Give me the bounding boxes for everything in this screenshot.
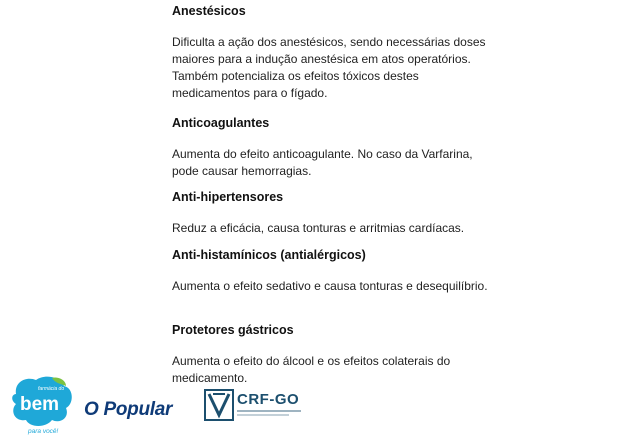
bem-logo-tagline: para você! <box>28 428 59 435</box>
section-text-protetores-gastricos: Aumenta o efeito do álcool e os efeitos colaterais do medicamento. <box>172 354 451 385</box>
crf-emblem-icon <box>204 389 234 421</box>
section-title-anti-hipertensores: Anti-hipertensores <box>172 190 284 204</box>
crf-go-logo <box>204 389 304 425</box>
section-title-anti-histaminicos: Anti-histamínicos (antialérgicos) <box>172 248 366 262</box>
section-text-anti-histaminicos: Aumenta o efeito sedativo e causa tonturas e desequilíbrio. <box>172 279 488 293</box>
section-text-anti-hipertensores: Reduz a eficácia, causa tonturas e arritmias cardíacas. <box>172 221 465 235</box>
section-text-anticoagulantes: Aumenta do efeito anticoagulante. No caso da Varfarina, pode causar hemorragias. <box>172 147 473 178</box>
crf-subtitle-line <box>237 410 301 412</box>
crf-subtitle-line <box>237 414 289 416</box>
farmacia-do-bem-logo <box>8 374 74 436</box>
o-popular-logo: O Popular <box>84 399 173 420</box>
bem-logo-main-text: bem <box>20 394 60 415</box>
section-text-anestesicos: Dificulta a ação dos anestésicos, sendo necessárias doses maiores para a indução anestésica em atos operatórios. Também potencializa os efeitos tóxicos destes medicamentos para o fígado. <box>172 35 486 100</box>
section-title-anticoagulantes: Anticoagulantes <box>172 116 270 130</box>
bem-logo-small-text: farmácia do <box>38 386 65 392</box>
section-title-protetores-gastricos: Protetores gástricos <box>172 323 294 337</box>
footer-logos <box>0 372 640 441</box>
crf-go-text: CRF-GO <box>237 391 300 408</box>
section-title-anestesicos: Anestésicos <box>172 4 246 18</box>
